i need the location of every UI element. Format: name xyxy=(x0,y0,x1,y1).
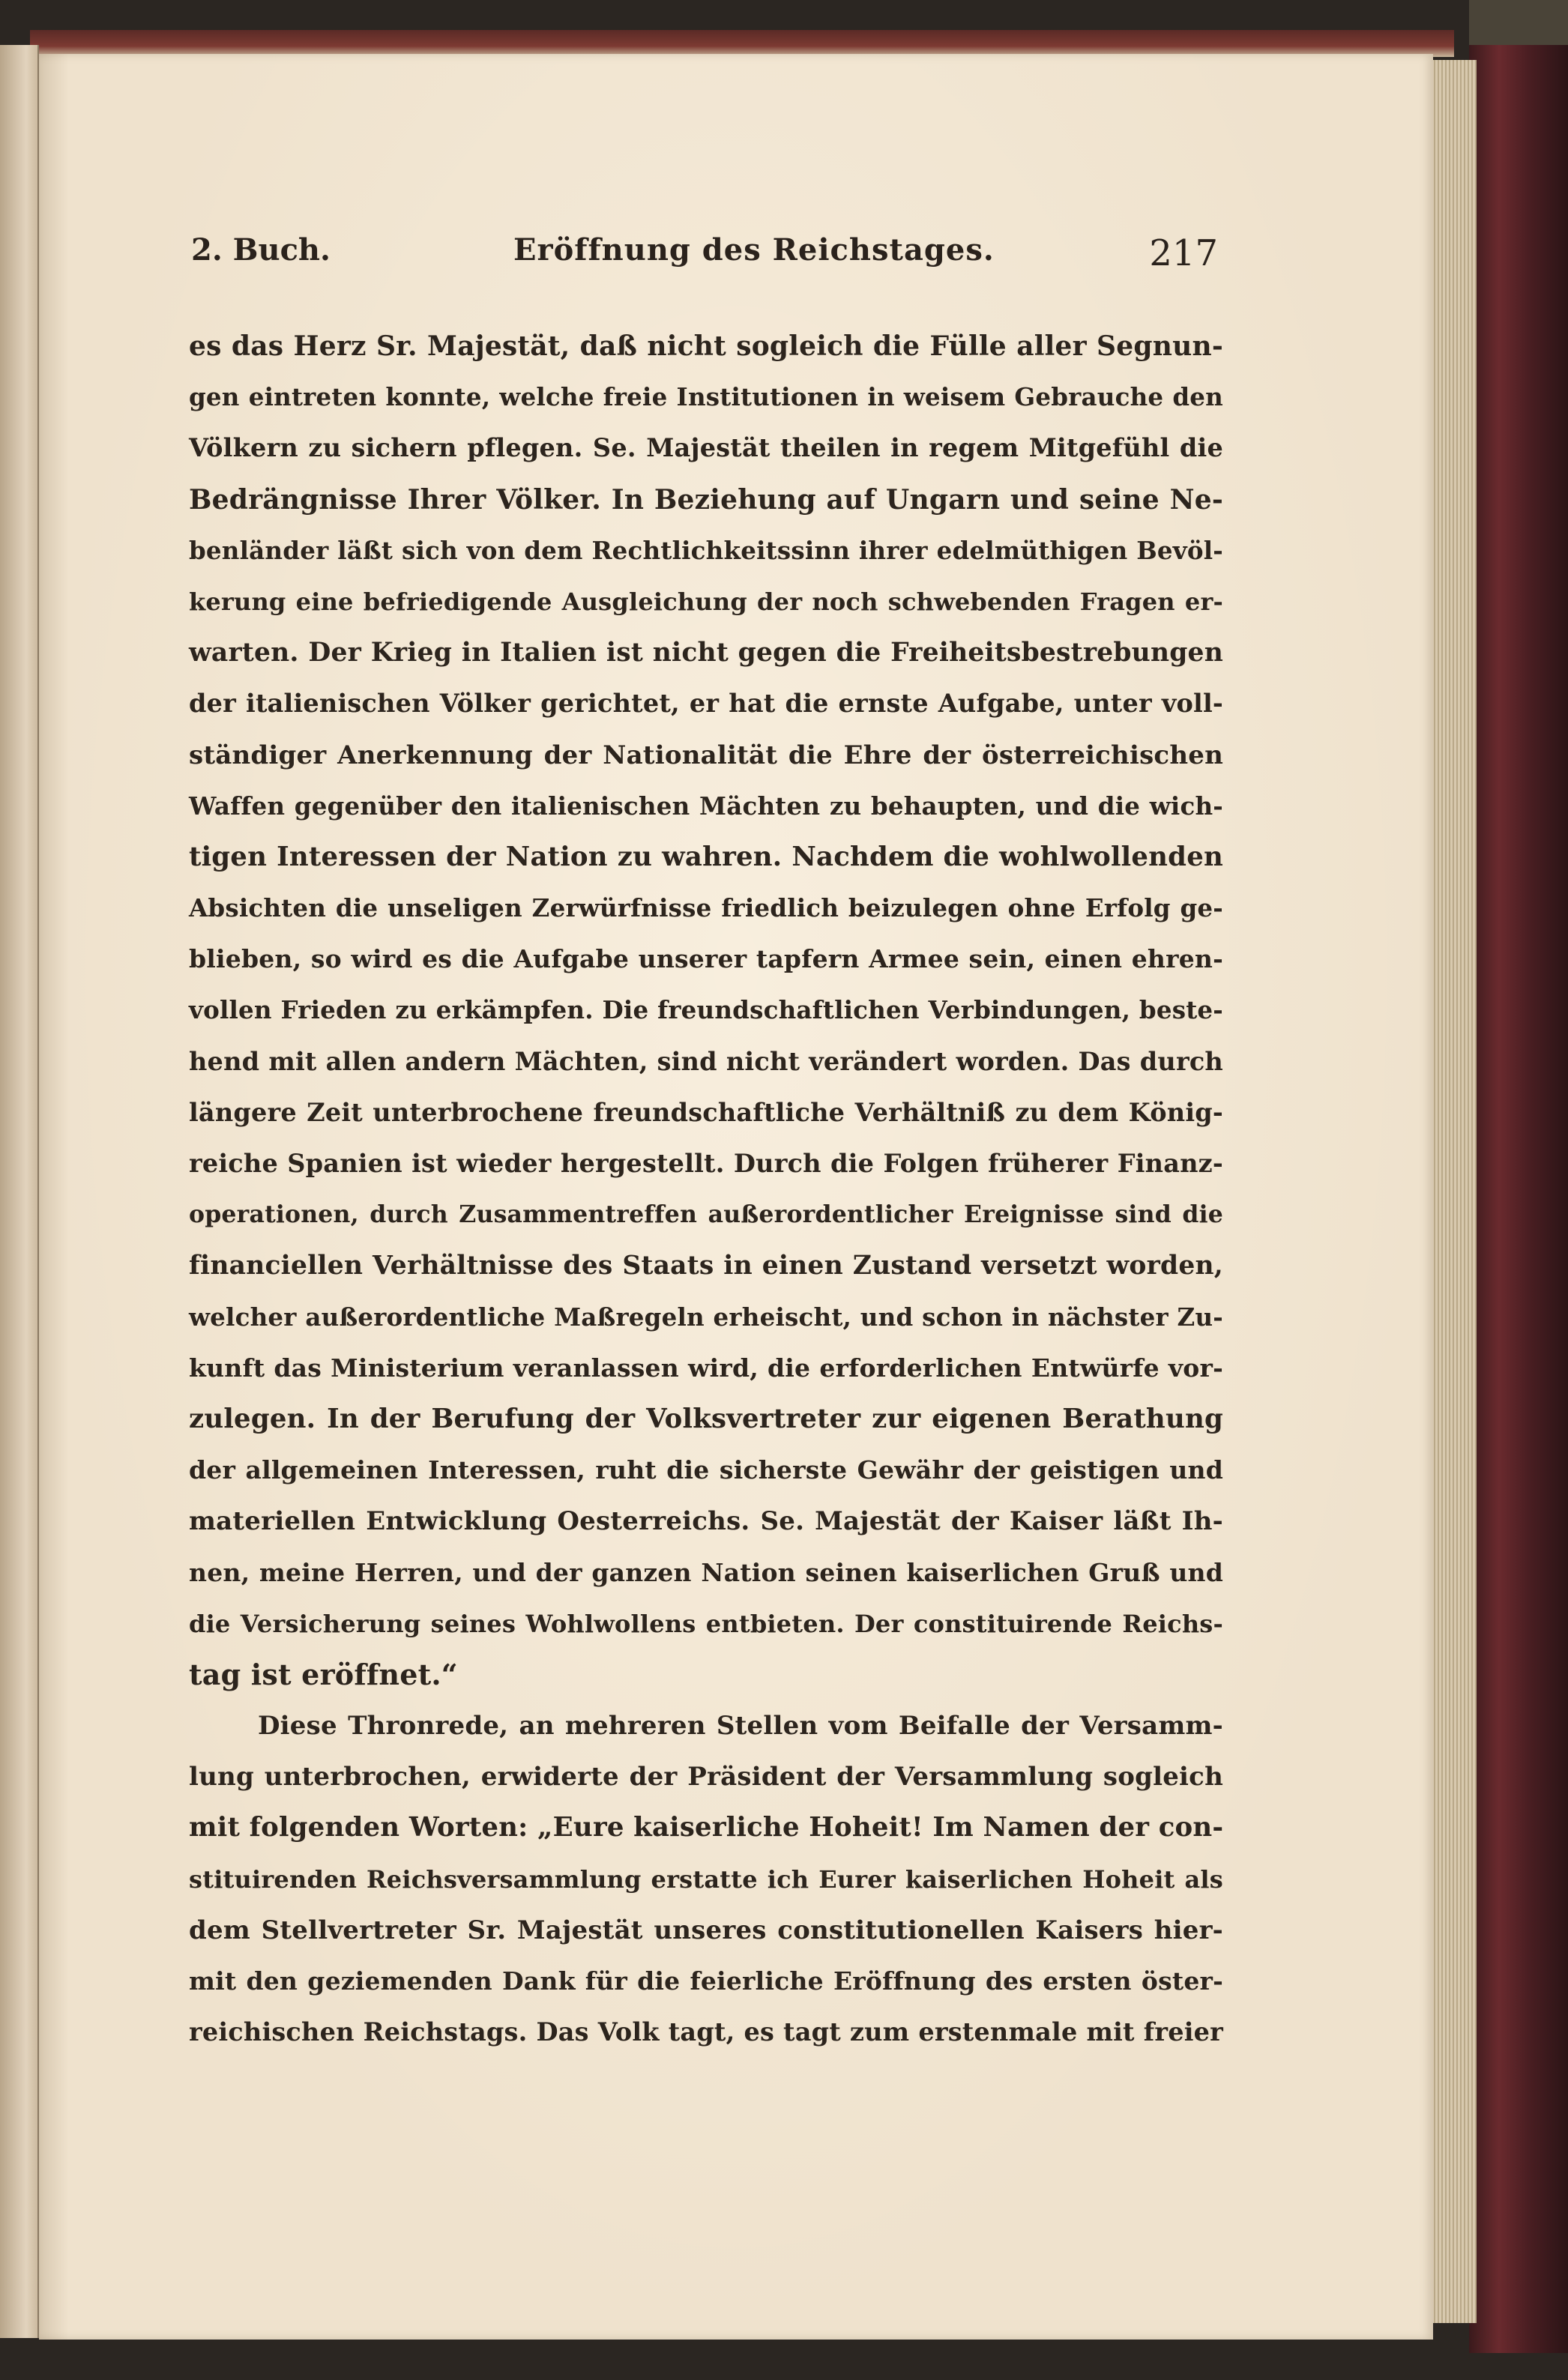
text-line: blieben, so wird es die Aufgabe unserer tapfern Armee sein, einen ehren- xyxy=(189,944,1223,974)
text-line: längere Zeit unterbrochene freundschaftliche Verhältniß zu dem König- xyxy=(189,1097,1223,1127)
book-page xyxy=(39,54,1433,2340)
text-line: financiellen Verhältnisse des Staats in einen Zustand versetzt worden, xyxy=(189,1251,1223,1281)
text-line: zulegen. In der Berufung der Volksvertreter zur eigenen Berathung xyxy=(189,1403,1223,1434)
paragraph-2 xyxy=(189,1700,1223,2058)
text-line: kunft das Ministerium veranlassen wird, die erforderlichen Entwürfe vor- xyxy=(189,1353,1223,1383)
text-line: hend mit allen andern Mächten, sind nicht verändert worden. Das durch xyxy=(189,1046,1223,1076)
text-line: mit folgenden Worten: „Eure kaiserliche Hoheit! Im Namen der con- xyxy=(189,1812,1224,1843)
text-line: der allgemeinen Interessen, ruht die sicherste Gewähr der geistigen und xyxy=(189,1455,1223,1485)
chapter-label: 2. Buch. xyxy=(191,232,331,268)
text-line: nen, meine Herren, und der ganzen Nation seinen kaiserlichen Gruß und xyxy=(189,1557,1223,1587)
text-line: Völkern zu sichern pflegen. Se. Majestät theilen in regem Mitgefühl die xyxy=(189,433,1223,463)
paragraph-1 xyxy=(189,321,1223,1700)
text-line: kerung eine befriedigende Ausgleichung der noch schwebenden Fragen er- xyxy=(189,587,1223,616)
top-page-edge xyxy=(30,30,1454,57)
text-line: der italienischen Völker gerichtet, er hat die ernste Aufgabe, unter voll- xyxy=(189,689,1223,719)
text-line: Absichten die unseligen Zerwürfnisse friedlich beizulegen ohne Erfolg ge- xyxy=(189,893,1223,923)
text-line: tag ist eröffnet.“ xyxy=(189,1657,458,1691)
text-line: dem Stellvertreter Sr. Majestät unseres constitutionellen Kaisers hier- xyxy=(189,1915,1223,1945)
text-line: materiellen Entwicklung Oesterreichs. Se. Majestät der Kaiser läßt Ih- xyxy=(189,1506,1223,1537)
text-line: warten. Der Krieg in Italien ist nicht gegen die Freiheitsbestrebungen xyxy=(189,638,1223,668)
text-line: Waffen gegenüber den italienischen Mächten zu behaupten, und die wich- xyxy=(189,791,1223,821)
text-line: operationen, durch Zusammentreffen außerordentlicher Ereignisse sind die xyxy=(189,1200,1223,1229)
text-line: reichischen Reichstags. Das Volk tagt, es tagt zum erstenmale mit freier xyxy=(189,2017,1223,2047)
body-text xyxy=(189,321,1223,2058)
running-head xyxy=(191,232,1218,277)
previous-page-edge xyxy=(0,45,39,2338)
text-line: die Versicherung seines Wohlwollens entbieten. Der constituirende Reichs- xyxy=(189,1609,1223,1638)
text-line: gen eintreten konnte, welche freie Institutionen in weisem Gebrauche den xyxy=(189,382,1223,412)
text-line: tigen Interessen der Nation zu wahren. Nachdem die wohlwollenden xyxy=(189,841,1223,872)
text-line: reiche Spanien ist wieder hergestellt. Durch die Folgen früherer Finanz- xyxy=(189,1149,1223,1178)
text-line: es das Herz Sr. Majestät, daß nicht sogleich die Fülle aller Segnun- xyxy=(189,330,1223,362)
text-line: ständiger Anerkennung der Nationalität die Ehre der österreichischen xyxy=(189,740,1223,770)
text-line: Bedrängnisse Ihrer Völker. In Beziehung auf Ungarn und seine Ne- xyxy=(189,483,1223,516)
section-title: Eröffnung des Reichstages. xyxy=(513,232,995,268)
text-line: welcher außerordentliche Maßregeln erheischt, und schon in nächster Zu- xyxy=(189,1302,1223,1332)
text-line: benländer läßt sich von dem Rechtlichkeitssinn ihrer edelmüthigen Bevöl- xyxy=(189,535,1223,565)
text-line: vollen Frieden zu erkämpfen. Die freundschaftlichen Verbindungen, beste- xyxy=(189,995,1223,1025)
text-line: Diese Thronrede, an mehreren Stellen vom Beifalle der Versamm- xyxy=(258,1711,1223,1742)
text-line: lung unterbrochen, erwiderte der Präsident der Versammlung sogleich xyxy=(189,1762,1223,1792)
text-line: mit den geziemenden Dank für die feierliche Eröffnung des ersten öster- xyxy=(189,1966,1223,1996)
book-cover-spine xyxy=(1469,45,1568,2353)
page-number: 217 xyxy=(1149,232,1218,274)
text-line: stituirenden Reichsversammlung erstatte ich Eurer kaiserlichen Hoheit als xyxy=(189,1864,1223,1894)
